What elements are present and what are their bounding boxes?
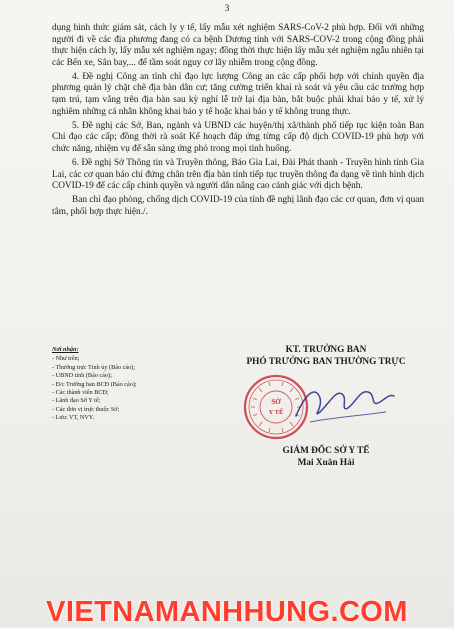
document-body	[52, 23, 424, 221]
recipient-item: - Các đơn vị trực thuộc Sở;	[52, 405, 120, 413]
paragraph-5-departments: 5. Đề nghị các Sở, Ban, ngành và UBND các huyện/thị xã/thành phố tiếp tục kiện toàn Ban Chỉ đạo các cấp; đồng thời rà soát Kế hoạch đáp ứng từng cấp độ dịch COVID-19 phù hợp với chức năng, nhiệm vụ để sẵn sàng ứng phó trong mọi tình huống.	[52, 120, 424, 154]
recipient-item: - Lãnh đạo Sở Y tế;	[52, 397, 101, 405]
recipient-item: - Như trên;	[52, 355, 80, 363]
recipient-item: - UBND tỉnh (Báo cáo);	[52, 372, 112, 380]
recipient-item: - Các thành viên BCĐ;	[52, 389, 109, 397]
recipient-item: - Đ/c Trưởng ban BCĐ (Báo cáo);	[52, 380, 137, 388]
recipients-block	[52, 346, 212, 423]
paragraph-closing: Ban chỉ đạo phòng, chống dịch COVID-19 của tỉnh đề nghị lãnh đạo các cơ quan, đơn vị quan tâm, phối hợp thực hiện./.	[52, 195, 424, 217]
signature-position: PHÓ TRƯỞNG BAN THƯỜNG TRỰC	[246, 356, 406, 367]
signature-authority: KT. TRƯỞNG BAN	[285, 345, 367, 355]
signer-title: GIÁM ĐỐC SỞ Y TẾ	[282, 446, 370, 456]
svg-text:SỞ: SỞ	[271, 398, 281, 406]
paragraph-4-police: 4. Đề nghị Công an tỉnh chỉ đạo lực lượng Công an các cấp phối hợp với chính quyền địa phương quản lý chặt chẽ địa bàn dân cư; tăng cường triển khai rà soát và yêu cầu các trường hợp tạm trú, tạm vắng trên địa bàn sau kỳ nghỉ lễ trở lại địa bàn, bắt buộc phải khai báo y tế, xử lý nghiêm những cá nhân không khai báo y tế hoặc khai báo y tế không trung thực.	[52, 71, 424, 117]
handwritten-signature	[290, 372, 400, 432]
paragraph-6-media: 6. Đề nghị Sở Thông tin và Truyền thông, Báo Gia Lai, Đài Phát thanh - Truyền hình tỉnh Gia Lai, các cơ quan báo chí đứng chân trên địa bàn tỉnh tiếp tục truyền thông đa dạng về tình hình dịch COVID-19 để các cấp chính quyền và người dân nâng cao cảnh giác với dịch bệnh.	[52, 158, 424, 192]
paragraph-continuation: dụng hình thức giám sát, cách ly y tế, lấy mẫu xét nghiệm SARS-CoV-2 phù hợp. Đối với những người đi về các địa phương đang có ca bệnh Dương tính với SARS-COV-2 trong cộng đồng phải thực hiện cách ly, lấy mẫu xét nghiệm ngay; đồng thời thực hiện lấy mẫu xét nghiệm ngẫu nhiên tại các Bến xe, Sân bay,... để tầm soát nguy cơ lây nhiễm trong cộng đồng.	[52, 23, 424, 68]
recipients-title: Nơi nhận:	[52, 346, 79, 353]
signature-block	[216, 345, 436, 468]
page-number: 3	[224, 4, 230, 14]
recipient-item: - Lưu: VT, NVY.	[52, 414, 95, 422]
svg-text:Y TẾ: Y TẾ	[268, 409, 284, 416]
recipient-item: - Thường trực Tỉnh ủy (Báo cáo);	[52, 363, 135, 371]
website-watermark: VIETNAMANHHUNG.COM	[46, 596, 408, 628]
signer-name: Mai Xuân Hải	[297, 458, 355, 468]
